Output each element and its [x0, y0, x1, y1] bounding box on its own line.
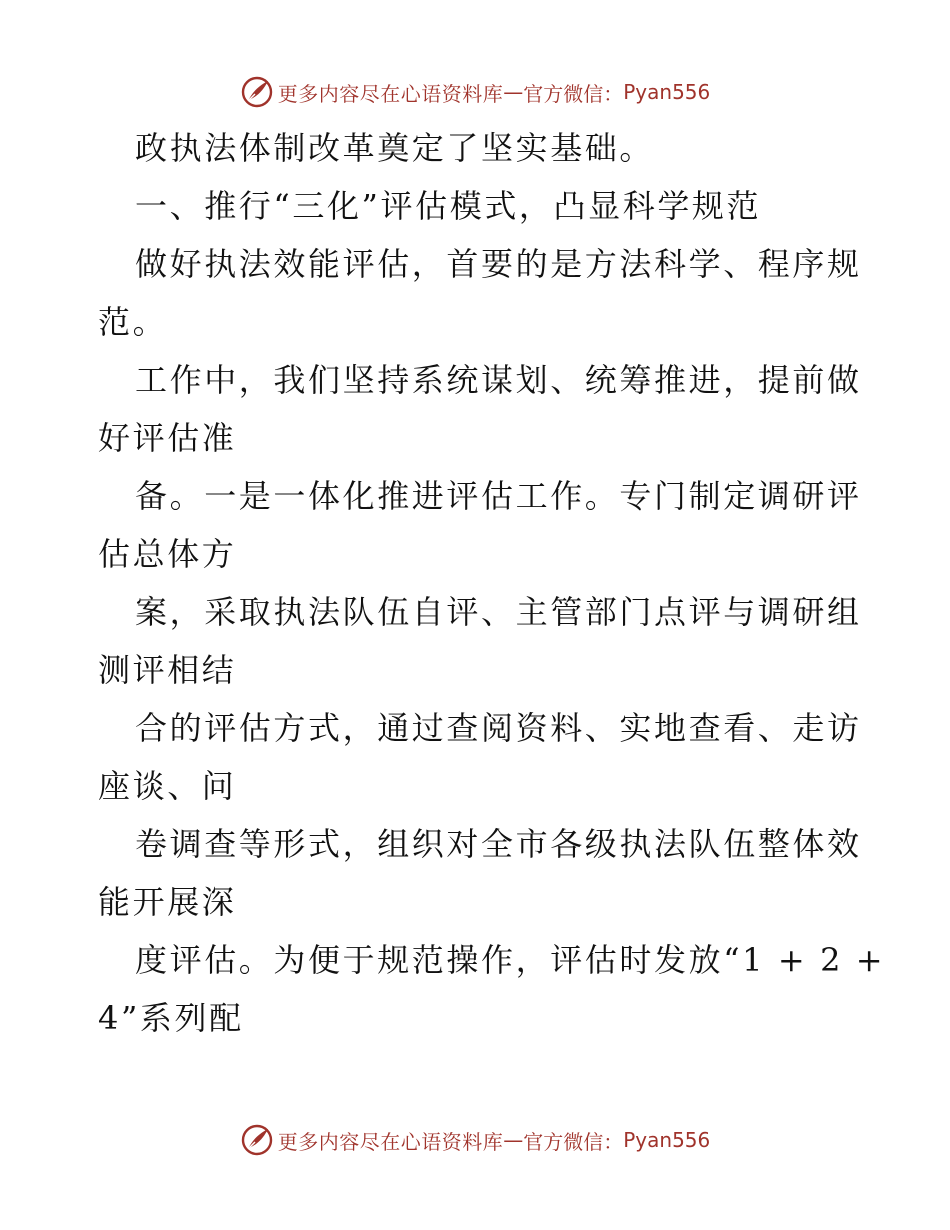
footer-watermark [0, 1118, 950, 1162]
quill-logo-icon [240, 75, 274, 109]
watermark-separator: — [503, 80, 524, 104]
header-watermark [0, 70, 950, 114]
body-line: 合的评估方式，通过查阅资料、实地查看、走访 [135, 709, 862, 747]
body-line: 估总体方 [98, 535, 237, 573]
body-line: 座谈、问 [98, 767, 237, 805]
body-line: 测评相结 [98, 651, 237, 689]
watermark-text: 更多内容尽在心语资料库 [277, 81, 504, 106]
watermark-wechat-id: Pyan556 [623, 1128, 711, 1152]
body-line: 工作中，我们坚持系统谋划、统筹推进，提前做 [135, 361, 862, 399]
body-line: 好评估准 [98, 419, 237, 457]
watermark-wechat-id: Pyan556 [623, 80, 711, 104]
body-line: 度评估。为便于规范操作，评估时发放“1 + 2 + [135, 941, 886, 979]
body-line: 范。 [98, 303, 168, 341]
body-line: 案，采取执法队伍自评、主管部门点评与调研组 [135, 593, 862, 631]
body-line: 能开展深 [98, 883, 237, 921]
watermark-official-label: 官方微信： [523, 1129, 624, 1154]
body-line: 政执法体制改革奠定了坚实基础。 [135, 129, 655, 167]
watermark-official-label: 官方微信： [523, 81, 624, 106]
watermark-separator: — [503, 1128, 524, 1152]
body-line: 4”系列配 [98, 999, 244, 1037]
body-line: 卷调查等形式，组织对全市各级执法队伍整体效 [135, 825, 862, 863]
body-line: 备。一是一体化推进评估工作。专门制定调研评 [135, 477, 862, 515]
quill-logo-icon [240, 1123, 274, 1157]
watermark-text: 更多内容尽在心语资料库 [277, 1129, 504, 1154]
section-heading: 一、推行“三化”评估模式，凸显科学规范 [135, 187, 762, 225]
body-line: 做好执法效能评估，首要的是方法科学、程序规 [135, 245, 862, 283]
